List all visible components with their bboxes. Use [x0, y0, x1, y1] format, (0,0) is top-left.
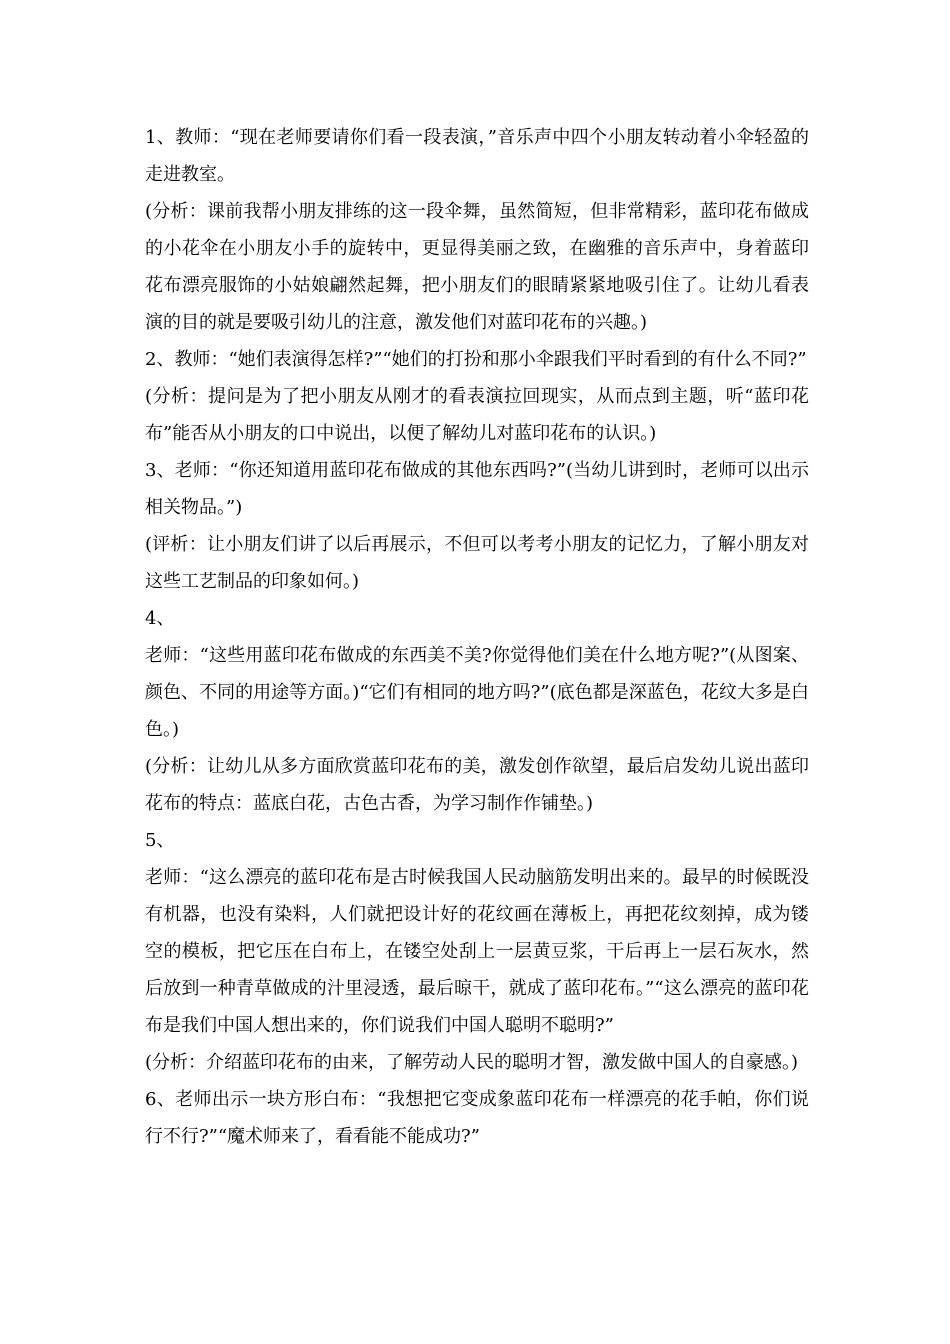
paragraph-3: 2、教师：“她们表演得怎样?”“她们的打扮和那小伞跟我们平时看到的有什么不同?”	[145, 349, 807, 370]
paragraph-11: 老师：“这么漂亮的蓝印花布是古时候我国人民动脑筋发明出来的。最早的时候既没有机器，也没有染料，人们就把设计好的花纹画在薄板上，再把花纹刻掉，成为镂空的模板，把它压在白布上，在镂空处刮上一层黄豆浆，干后再上一层石灰水，然后放到一种青草做成的汁里浸透，最后晾干，就成了蓝印花布。”“这么漂亮的蓝印花布是我们中国人想出来的，你们说我们中国人聪明不聪明?”	[145, 867, 809, 1036]
paragraph-2: (分析：课前我帮小朋友排练的这一段伞舞，虽然简短，但非常精彩，蓝印花布做成的小花伞在小朋友小手的旋转中，更显得美丽之致，在幽雅的音乐声中，身着蓝印花布漂亮服饰的小姑娘翩然起舞，把小朋友们的眼睛紧紧地吸引住了。让幼儿看表演的目的就是要吸引幼儿的注意，激发他们对蓝印花布的兴趣。)	[145, 201, 809, 333]
paragraph-7: 4、	[145, 608, 175, 629]
paragraph-5: 3、老师：“你还知道用蓝印花布做成的其他东西吗?”(当幼儿讲到时，老师可以出示相关物品。”)	[145, 460, 809, 518]
paragraph-4: (分析：提问是为了把小朋友从刚才的看表演拉回现实，从而点到主题，听“蓝印花布”能否从小朋友的口中说出，以便了解幼儿对蓝印花布的认识。)	[145, 386, 809, 444]
paragraph-9: (分析：让幼儿从多方面欣赏蓝印花布的美，激发创作欲望，最后启发幼儿说出蓝印花布的特点：蓝底白花，古色古香，为学习制作作铺垫。)	[145, 756, 809, 814]
document-body	[145, 119, 809, 1155]
paragraph-1: 1、教师：“现在老师要请你们看一段表演，”音乐声中四个小朋友转动着小伞轻盈的走进教室。	[145, 127, 809, 185]
paragraph-12: (分析：介绍蓝印花布的由来，了解劳动人民的聪明才智，激发做中国人的自豪感。)	[145, 1052, 799, 1073]
paragraph-10: 5、	[145, 830, 175, 851]
paragraph-13: 6、老师出示一块方形白布：“我想把它变成象蓝印花布一样漂亮的花手帕，你们说行不行?”“魔术师来了，看看能不能成功?”	[145, 1089, 809, 1147]
paragraph-8: 老师：“这些用蓝印花布做成的东西美不美?你觉得他们美在什么地方呢?”(从图案、颜色、不同的用途等方面。)“它们有相同的地方吗?”(底色都是深蓝色，花纹大多是白色。)	[145, 645, 809, 740]
paragraph-6: (评析：让小朋友们讲了以后再展示，不但可以考考小朋友的记忆力，了解小朋友对这些工艺制品的印象如何。)	[145, 534, 809, 592]
